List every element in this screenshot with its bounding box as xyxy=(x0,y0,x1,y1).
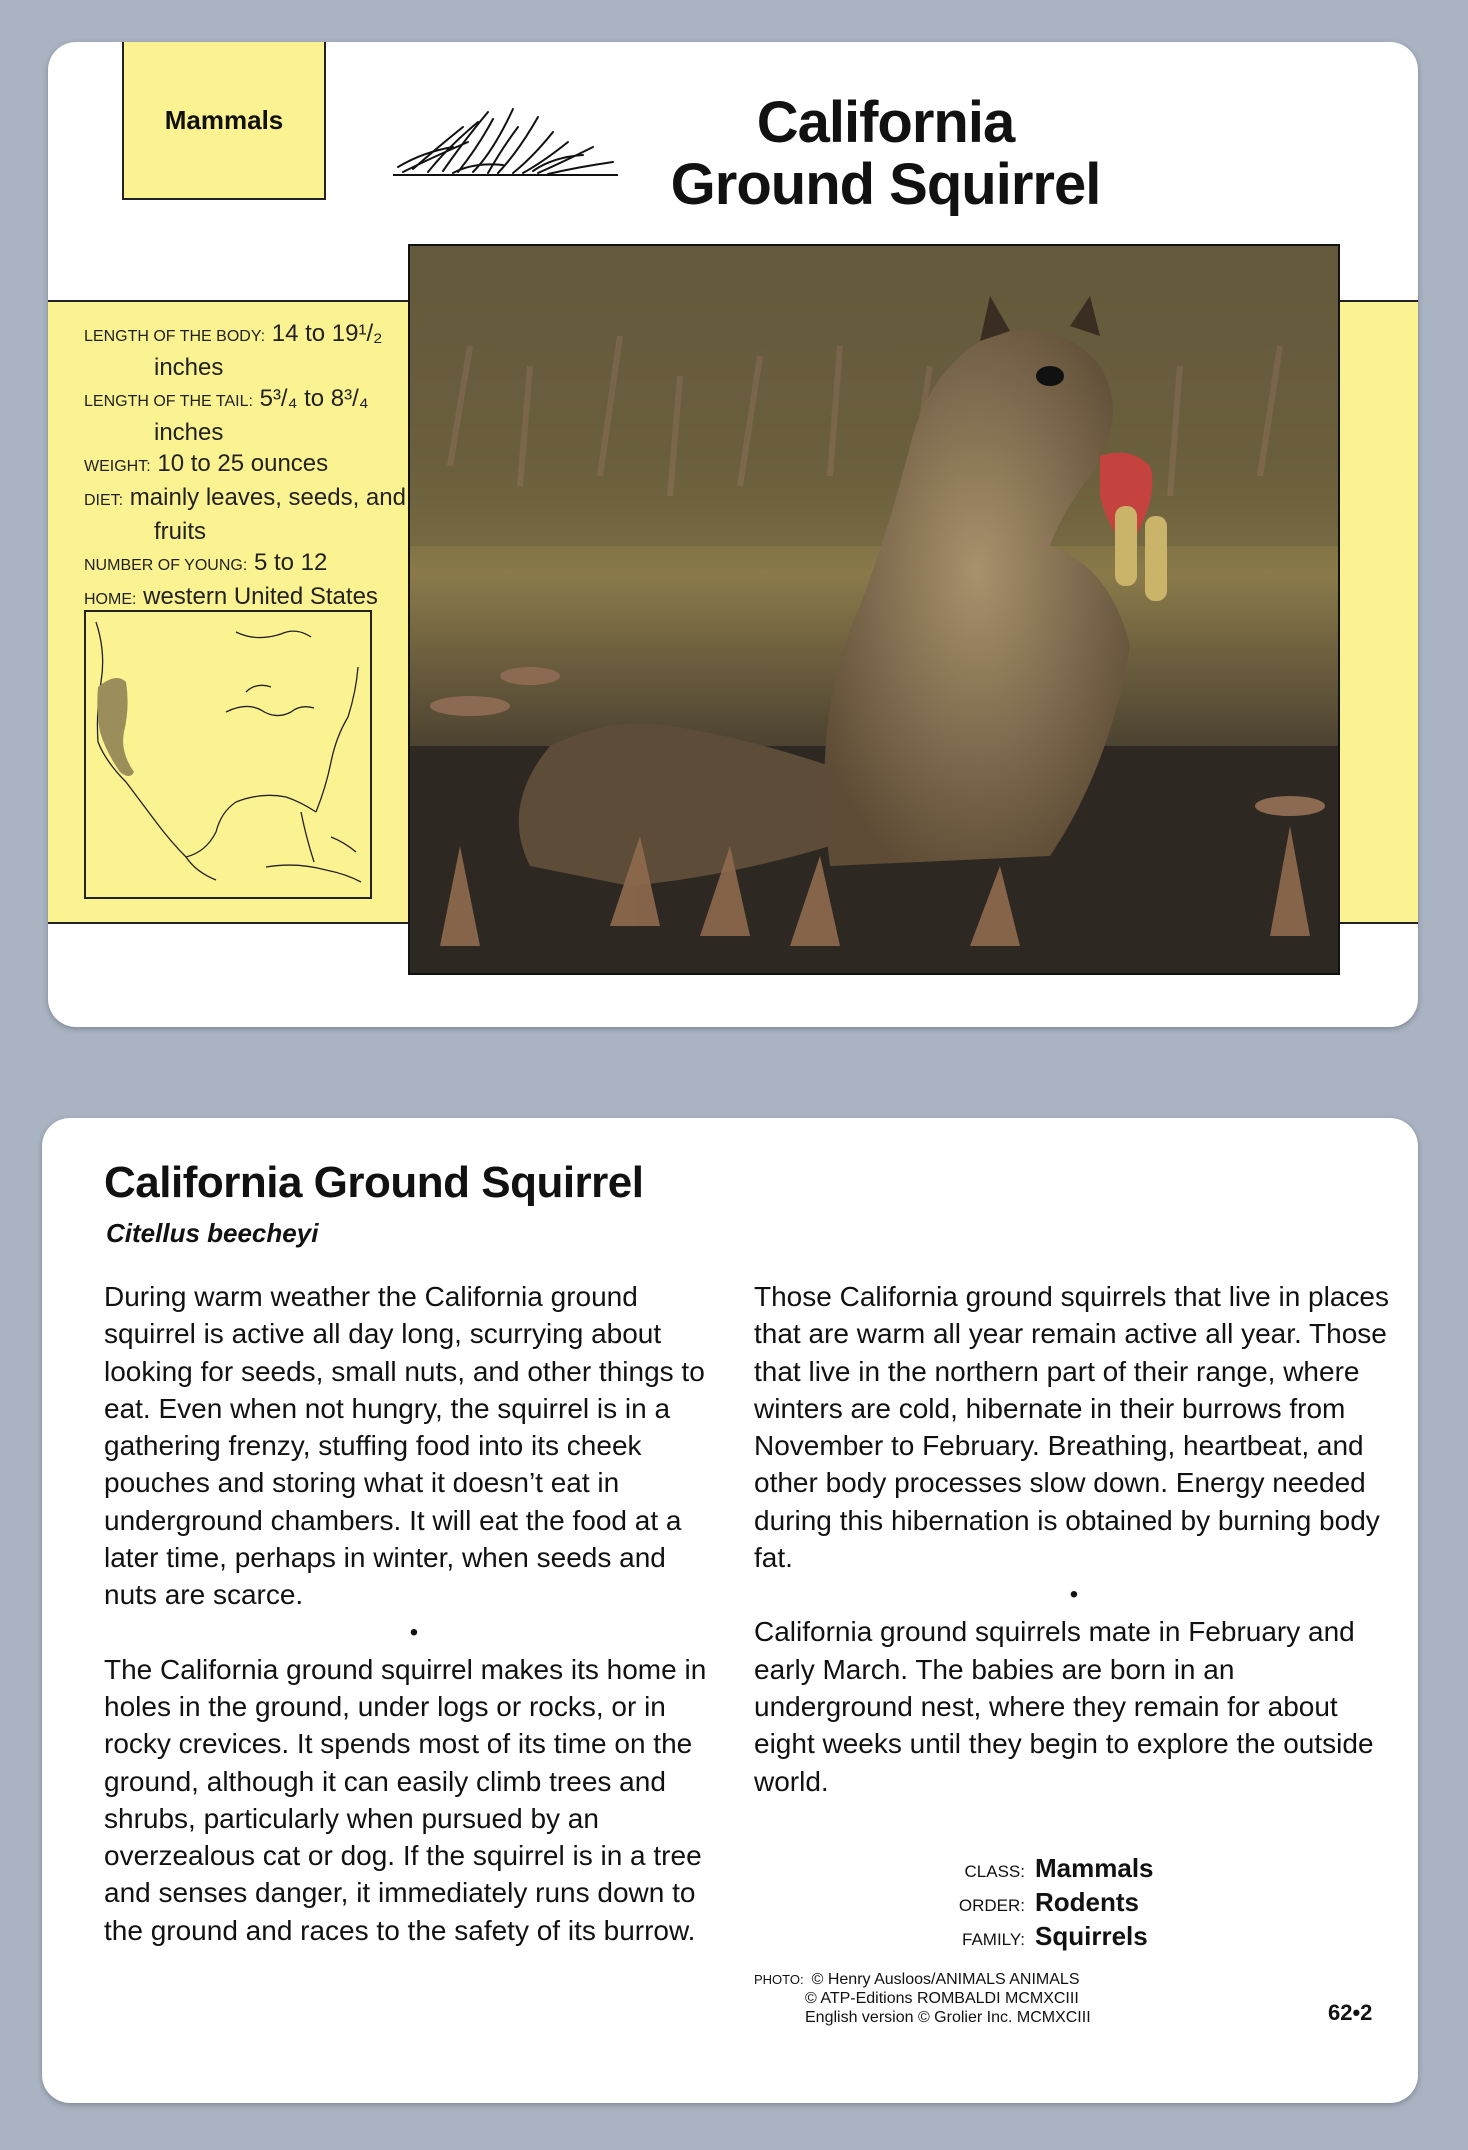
class-label-text: Mammals xyxy=(164,104,284,135)
credit-line xyxy=(754,1970,1091,1989)
squirrel-photo xyxy=(408,244,1340,975)
fact-value: mainly leaves, seeds, and xyxy=(129,484,406,511)
taxonomy-key: FAMILY: xyxy=(962,1930,1025,1949)
range-map xyxy=(84,610,372,899)
paragraph: The California ground squirrel makes its home in holes in the ground, under logs or rocks, or in rocky crevices. It spends most of its time on the ground, although it can easily climb trees and shrubs, particularly when pursued by an overzealous cat or dog. If the squirrel is in a tree and senses danger, it immediately runs down to the ground and races to the safety of its burrow. xyxy=(104,1653,707,1946)
credit-line: English version © Grolier Inc. MCMXCIII xyxy=(805,2009,1091,2026)
front-title-line1: California xyxy=(756,90,1015,155)
fact-label: HOME: xyxy=(84,591,137,608)
paragraph: During warm weather the California ground squirrel is active all day long, scurrying about looking for seeds, small nuts, and other things to eat. Even when not hungry, the squirrel is in a gathering frenzy, stuffing food into its cheek pouches and storing what it doesn’t eat in underground chambers. It will eat the food at a later time, perhaps in winter, when seeds and nuts are scarce. xyxy=(104,1281,705,1611)
taxonomy-key: CLASS: xyxy=(964,1862,1025,1881)
paragraph: Those California ground squirrels that live in places that are warm all year remain active all year. Those that live in the northern part of their range, where winters are cold, hibernate in their burrows from November to February. Breathing, heartbeat, and other body processes slow down. Energy needed during this hibernation is obtained by burning body fat. xyxy=(754,1281,1389,1574)
separator-dot: • xyxy=(1069,1581,1079,1609)
text-column-right xyxy=(754,1278,1394,1800)
fact-list xyxy=(84,318,414,615)
fact-value: 14 to 19¹/₂ xyxy=(271,320,383,347)
class-label xyxy=(122,42,326,200)
taxonomy-family xyxy=(950,1921,1154,1955)
fact-body-length xyxy=(84,318,414,383)
card-back xyxy=(42,1118,1418,2103)
credit-line: © ATP-Editions ROMBALDI MCMXCIII xyxy=(805,1990,1079,2007)
scientific-name: Citellus beecheyi xyxy=(106,1218,319,1248)
fact-value-cont: inches xyxy=(154,354,224,381)
fact-value: 10 to 25 ounces xyxy=(157,450,329,477)
paragraph: California ground squirrels mate in February and early March. The babies are born in an underground nest, where they remain for about eight weeks until they begin to explore the outside world. xyxy=(754,1616,1374,1797)
fact-young xyxy=(84,547,414,581)
front-title-line2: Ground Squirrel xyxy=(670,152,1101,217)
taxonomy-value: Squirrels xyxy=(1035,1921,1148,1951)
front-title xyxy=(608,92,1163,216)
fact-value: 5³/₄ to 8³/₄ xyxy=(259,385,369,412)
photo-label: PHOTO: xyxy=(754,1972,804,1987)
taxonomy xyxy=(950,1853,1154,1955)
fact-label: DIET: xyxy=(84,492,124,509)
separator-dot: • xyxy=(409,1618,419,1646)
credit-text: © Henry Ausloos/ANIMALS ANIMALS xyxy=(811,1971,1080,1988)
card-number: 62•2 xyxy=(1328,2000,1373,2025)
taxonomy-class xyxy=(950,1853,1154,1887)
range-shading xyxy=(97,678,134,776)
fact-label: LENGTH OF THE BODY: xyxy=(84,328,266,345)
taxonomy-key: ORDER: xyxy=(958,1896,1025,1915)
text-column-left xyxy=(104,1278,724,1949)
fact-weight xyxy=(84,448,414,482)
fact-value-cont: inches xyxy=(154,419,224,446)
fact-label: NUMBER OF YOUNG: xyxy=(84,557,248,574)
back-title: California Ground Squirrel xyxy=(104,1158,644,1207)
fact-label: WEIGHT: xyxy=(84,458,151,475)
taxonomy-value: Rodents xyxy=(1035,1887,1139,1917)
taxonomy-value: Mammals xyxy=(1035,1853,1154,1883)
photo-credits xyxy=(754,1970,1091,2027)
taxonomy-order xyxy=(950,1887,1154,1921)
grass-icon xyxy=(393,107,618,182)
fact-label: LENGTH OF THE TAIL: xyxy=(84,393,253,410)
fact-value-cont: fruits xyxy=(154,518,207,545)
card-front xyxy=(48,42,1418,1027)
fact-value: western United States xyxy=(143,583,378,610)
fact-diet xyxy=(84,482,414,547)
fact-tail-length xyxy=(84,383,414,448)
fact-value: 5 to 12 xyxy=(253,549,328,576)
